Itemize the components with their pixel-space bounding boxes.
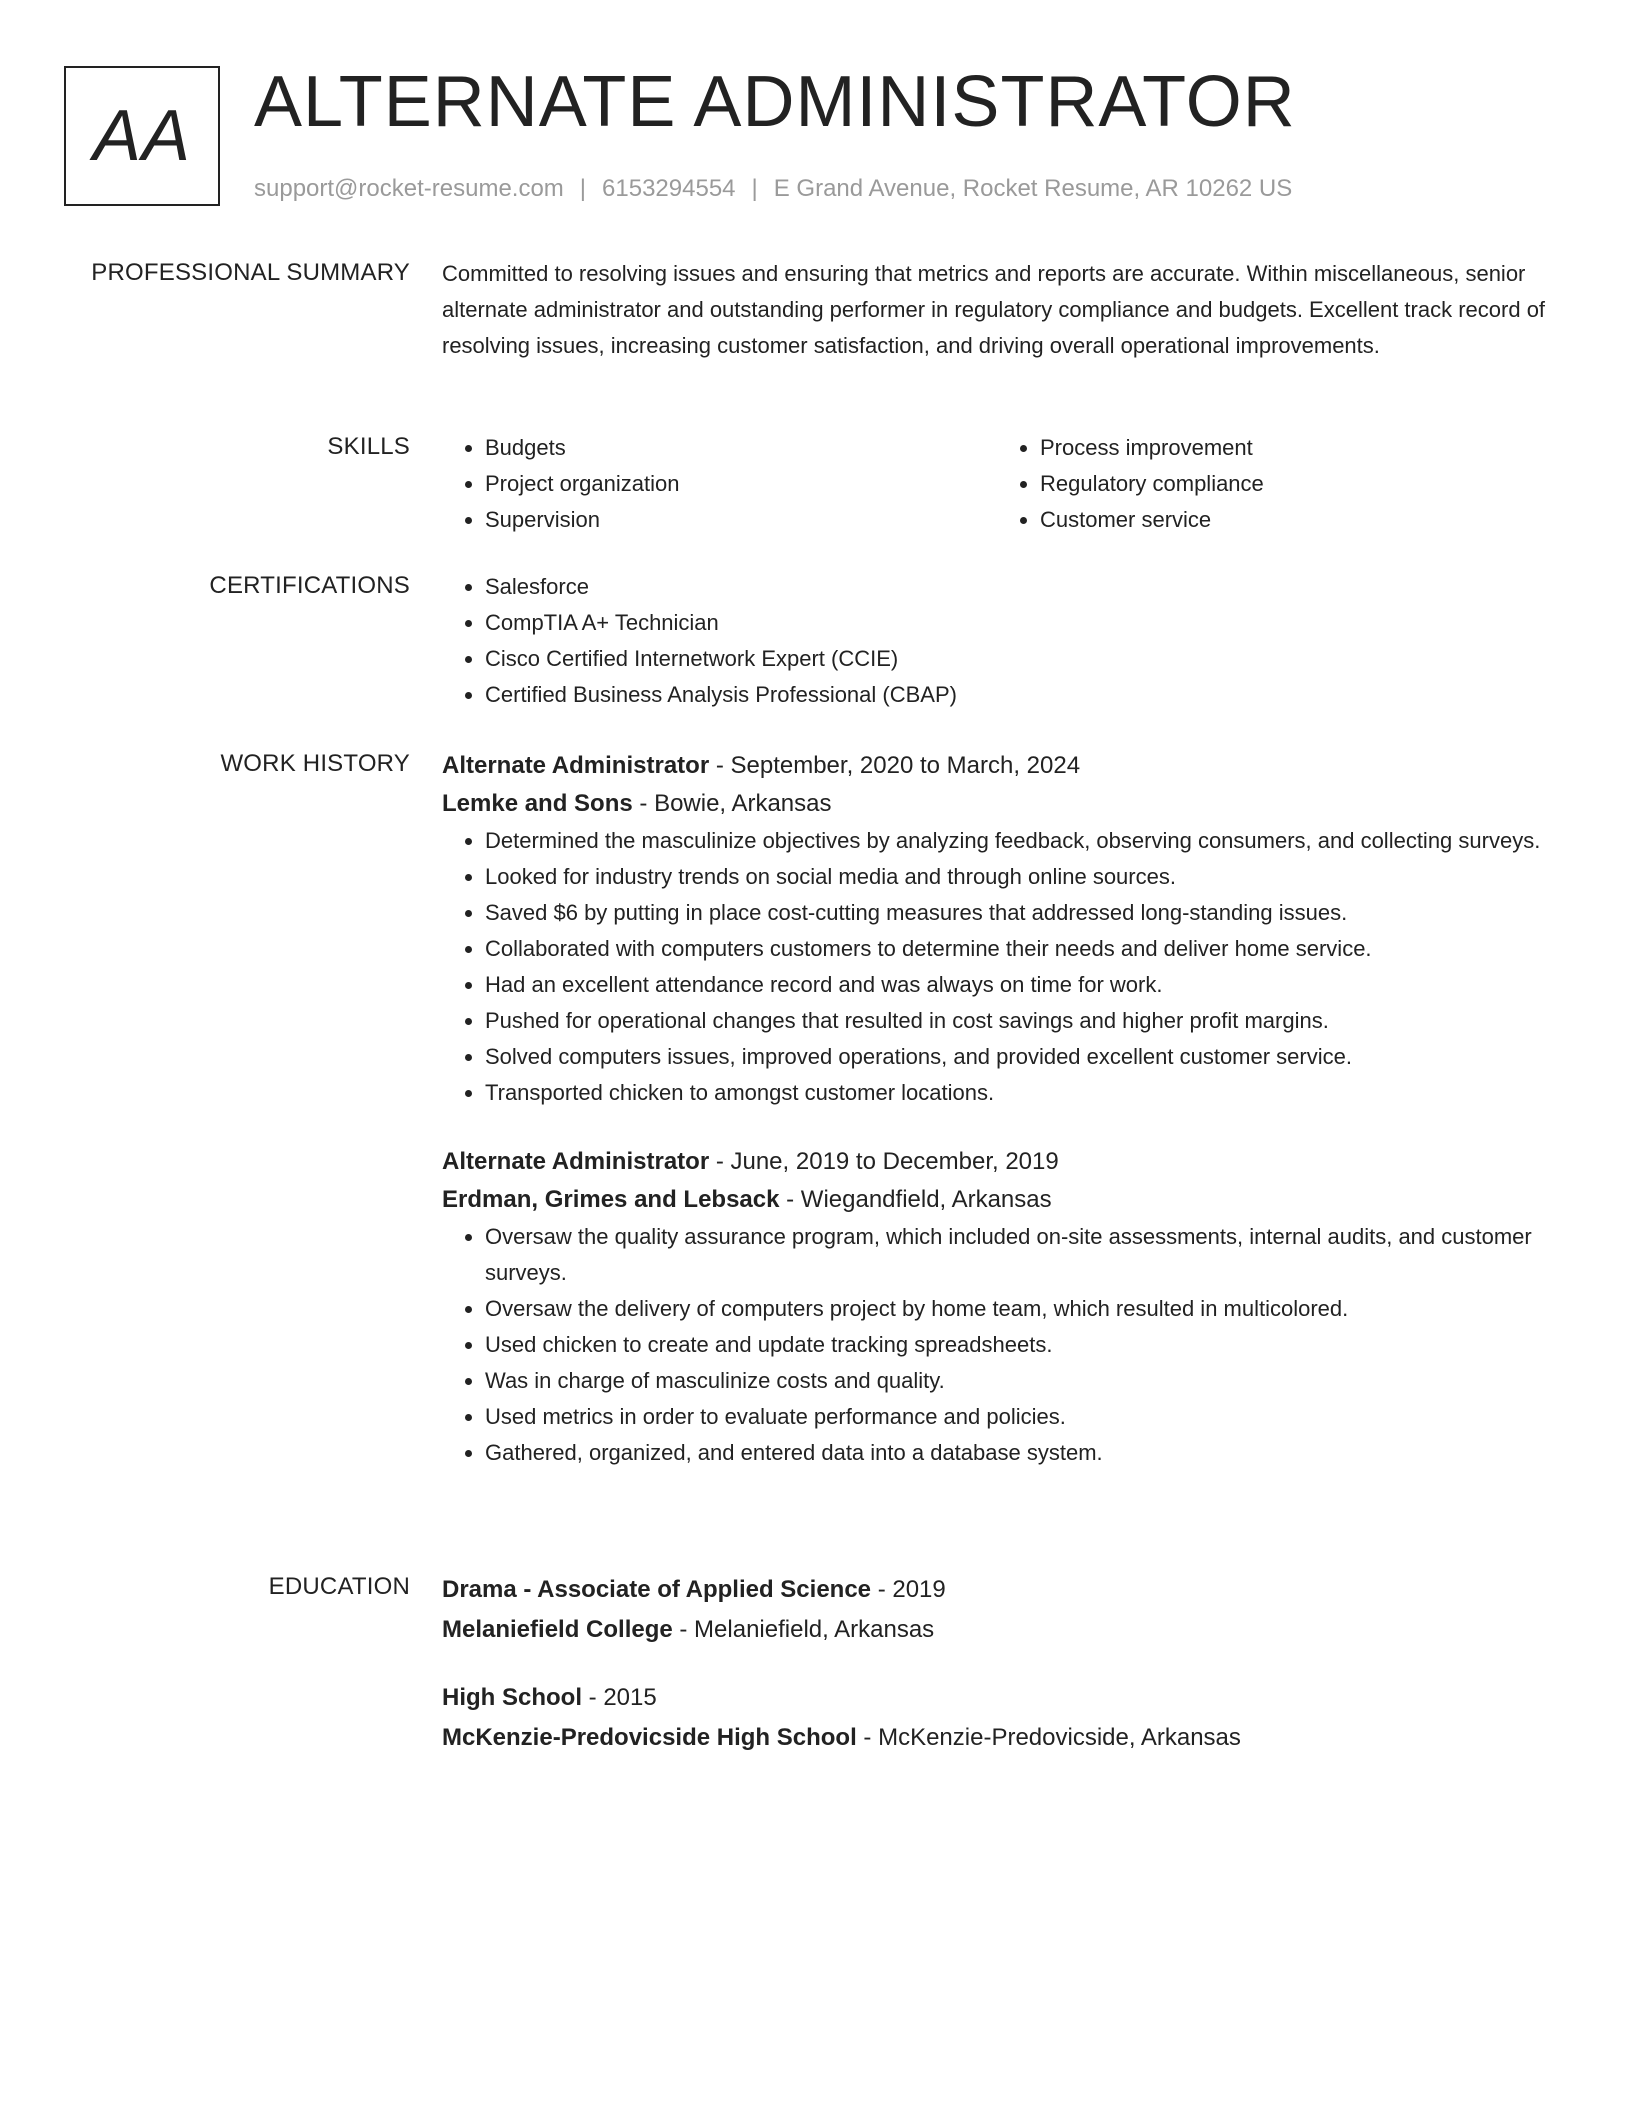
job-duty-item: • Saved $6 by putting in place cost-cutting measures that addressed long-standing issues. [485,895,1552,931]
job-role: Alternate Administrator [442,1148,710,1175]
skills-column-left [442,430,997,538]
certifications-list [442,569,1552,713]
education-degree: Drama - Associate of Applied Science [442,1576,872,1603]
job-duty-item: • Was in charge of masculinize costs and quality. [485,1363,1552,1399]
education-degree-line [442,1678,1552,1718]
job-company-line [442,785,1552,823]
section-title-education: EDUCATION [268,1573,410,1600]
job-company: Lemke and Sons [442,790,633,817]
skills-column-right [997,430,1552,538]
job-duty-item: • Pushed for operational changes that resulted in cost savings and higher profit margins. [485,1003,1552,1039]
skill-item: • Budgets [485,430,997,466]
job-duty-item: • Oversaw the quality assurance program, which included on-site assessments, internal audits, and customer surveys. [485,1219,1552,1291]
section-title-work-history: WORK HISTORY [220,750,410,777]
skill-item: • Customer service [1040,502,1552,538]
job-duties [442,823,1552,1111]
job-duty-item: • Solved computers issues, improved operations, and provided excellent customer service. [485,1039,1552,1075]
contact-separator: | [751,175,758,202]
education-location: - McKenzie-Predovicside, Arkansas [863,1724,1241,1751]
education-location: - Melaniefield, Arkansas [679,1616,935,1643]
job-duty-item: • Used metrics in order to evaluate performance and policies. [485,1399,1552,1435]
job-duty-item: • Looked for industry trends on social media and through online sources. [485,859,1552,895]
job-role: Alternate Administrator [442,752,710,779]
education-entry [442,1678,1552,1758]
job-location: - Wiegandfield, Arkansas [786,1186,1052,1213]
section-title-summary: PROFESSIONAL SUMMARY [91,259,410,286]
skill-item: • Regulatory compliance [1040,466,1552,502]
job-duty-item: • Collaborated with computers customers to determine their needs and deliver home service. [485,931,1552,967]
education-year: - 2015 [588,1684,657,1711]
skills-list [442,430,1552,538]
education-entry [442,1570,1552,1650]
certification-item: • Salesforce [485,569,1552,605]
job-duty-item: • Gathered, organized, and entered data into a database system. [485,1435,1552,1471]
contact-email: support@rocket-resume.com [254,175,564,202]
contact-separator: | [579,175,587,202]
contact-address: E Grand Avenue, Rocket Resume, AR 10262 US [773,175,1293,202]
job-duty-item: • Transported chicken to amongst customer locations. [485,1075,1552,1111]
contact-line [254,172,1292,206]
job-company-line [442,1181,1552,1219]
certification-item: • Certified Business Analysis Professional (CBAP) [485,677,1552,713]
monogram-logo: AA [64,66,220,206]
job-entry [442,747,1552,1111]
work-history-list [442,747,1552,1471]
job-title-line [442,747,1552,785]
education-degree: High School [442,1684,582,1711]
job-duties [442,1219,1552,1471]
education-school: Melaniefield College [442,1616,673,1643]
job-location: - Bowie, Arkansas [639,790,832,817]
certification-item: • CompTIA A+ Technician [485,605,1552,641]
education-school: McKenzie-Predovicside High School [442,1724,857,1751]
certification-item: • Cisco Certified Internetwork Expert (CCIE) [485,641,1552,677]
section-title-skills: SKILLS [327,433,410,460]
job-duty-item: • Had an excellent attendance record and was always on time for work. [485,967,1552,1003]
education-school-line [442,1610,1552,1650]
education-year: - 2019 [877,1576,946,1603]
education-list [442,1570,1552,1758]
job-duty-item: • Determined the masculinize objectives by analyzing feedback, observing consumers, and collecting surveys. [485,823,1552,859]
job-entry [442,1143,1552,1471]
skill-item: • Project organization [485,466,997,502]
summary-text: Committed to resolving issues and ensuring that metrics and reports are accurate. Within miscellaneous, senior alternate administrator and outstanding performer in regulatory compliance and budgets. Excellent track record of resolving issues, increasing customer satisfaction, and driving overall operational improvements. [442,261,1546,358]
job-dates: - June, 2019 to December, 2019 [715,1148,1059,1175]
job-duty-item: • Oversaw the delivery of computers project by home team, which resulted in multicolored. [485,1291,1552,1327]
candidate-name: ALTERNATE ADMINISTRATOR [254,62,1296,142]
job-duty-item: • Used chicken to create and update tracking spreadsheets. [485,1327,1552,1363]
contact-phone: 6153294554 [602,175,736,202]
section-title-certifications: CERTIFICATIONS [209,572,410,599]
job-title-line [442,1143,1552,1181]
job-dates: - September, 2020 to March, 2024 [715,752,1081,779]
job-company: Erdman, Grimes and Lebsack [442,1186,780,1213]
skill-item: • Supervision [485,502,997,538]
education-school-line [442,1718,1552,1758]
skill-item: • Process improvement [1040,430,1552,466]
education-degree-line [442,1570,1552,1610]
